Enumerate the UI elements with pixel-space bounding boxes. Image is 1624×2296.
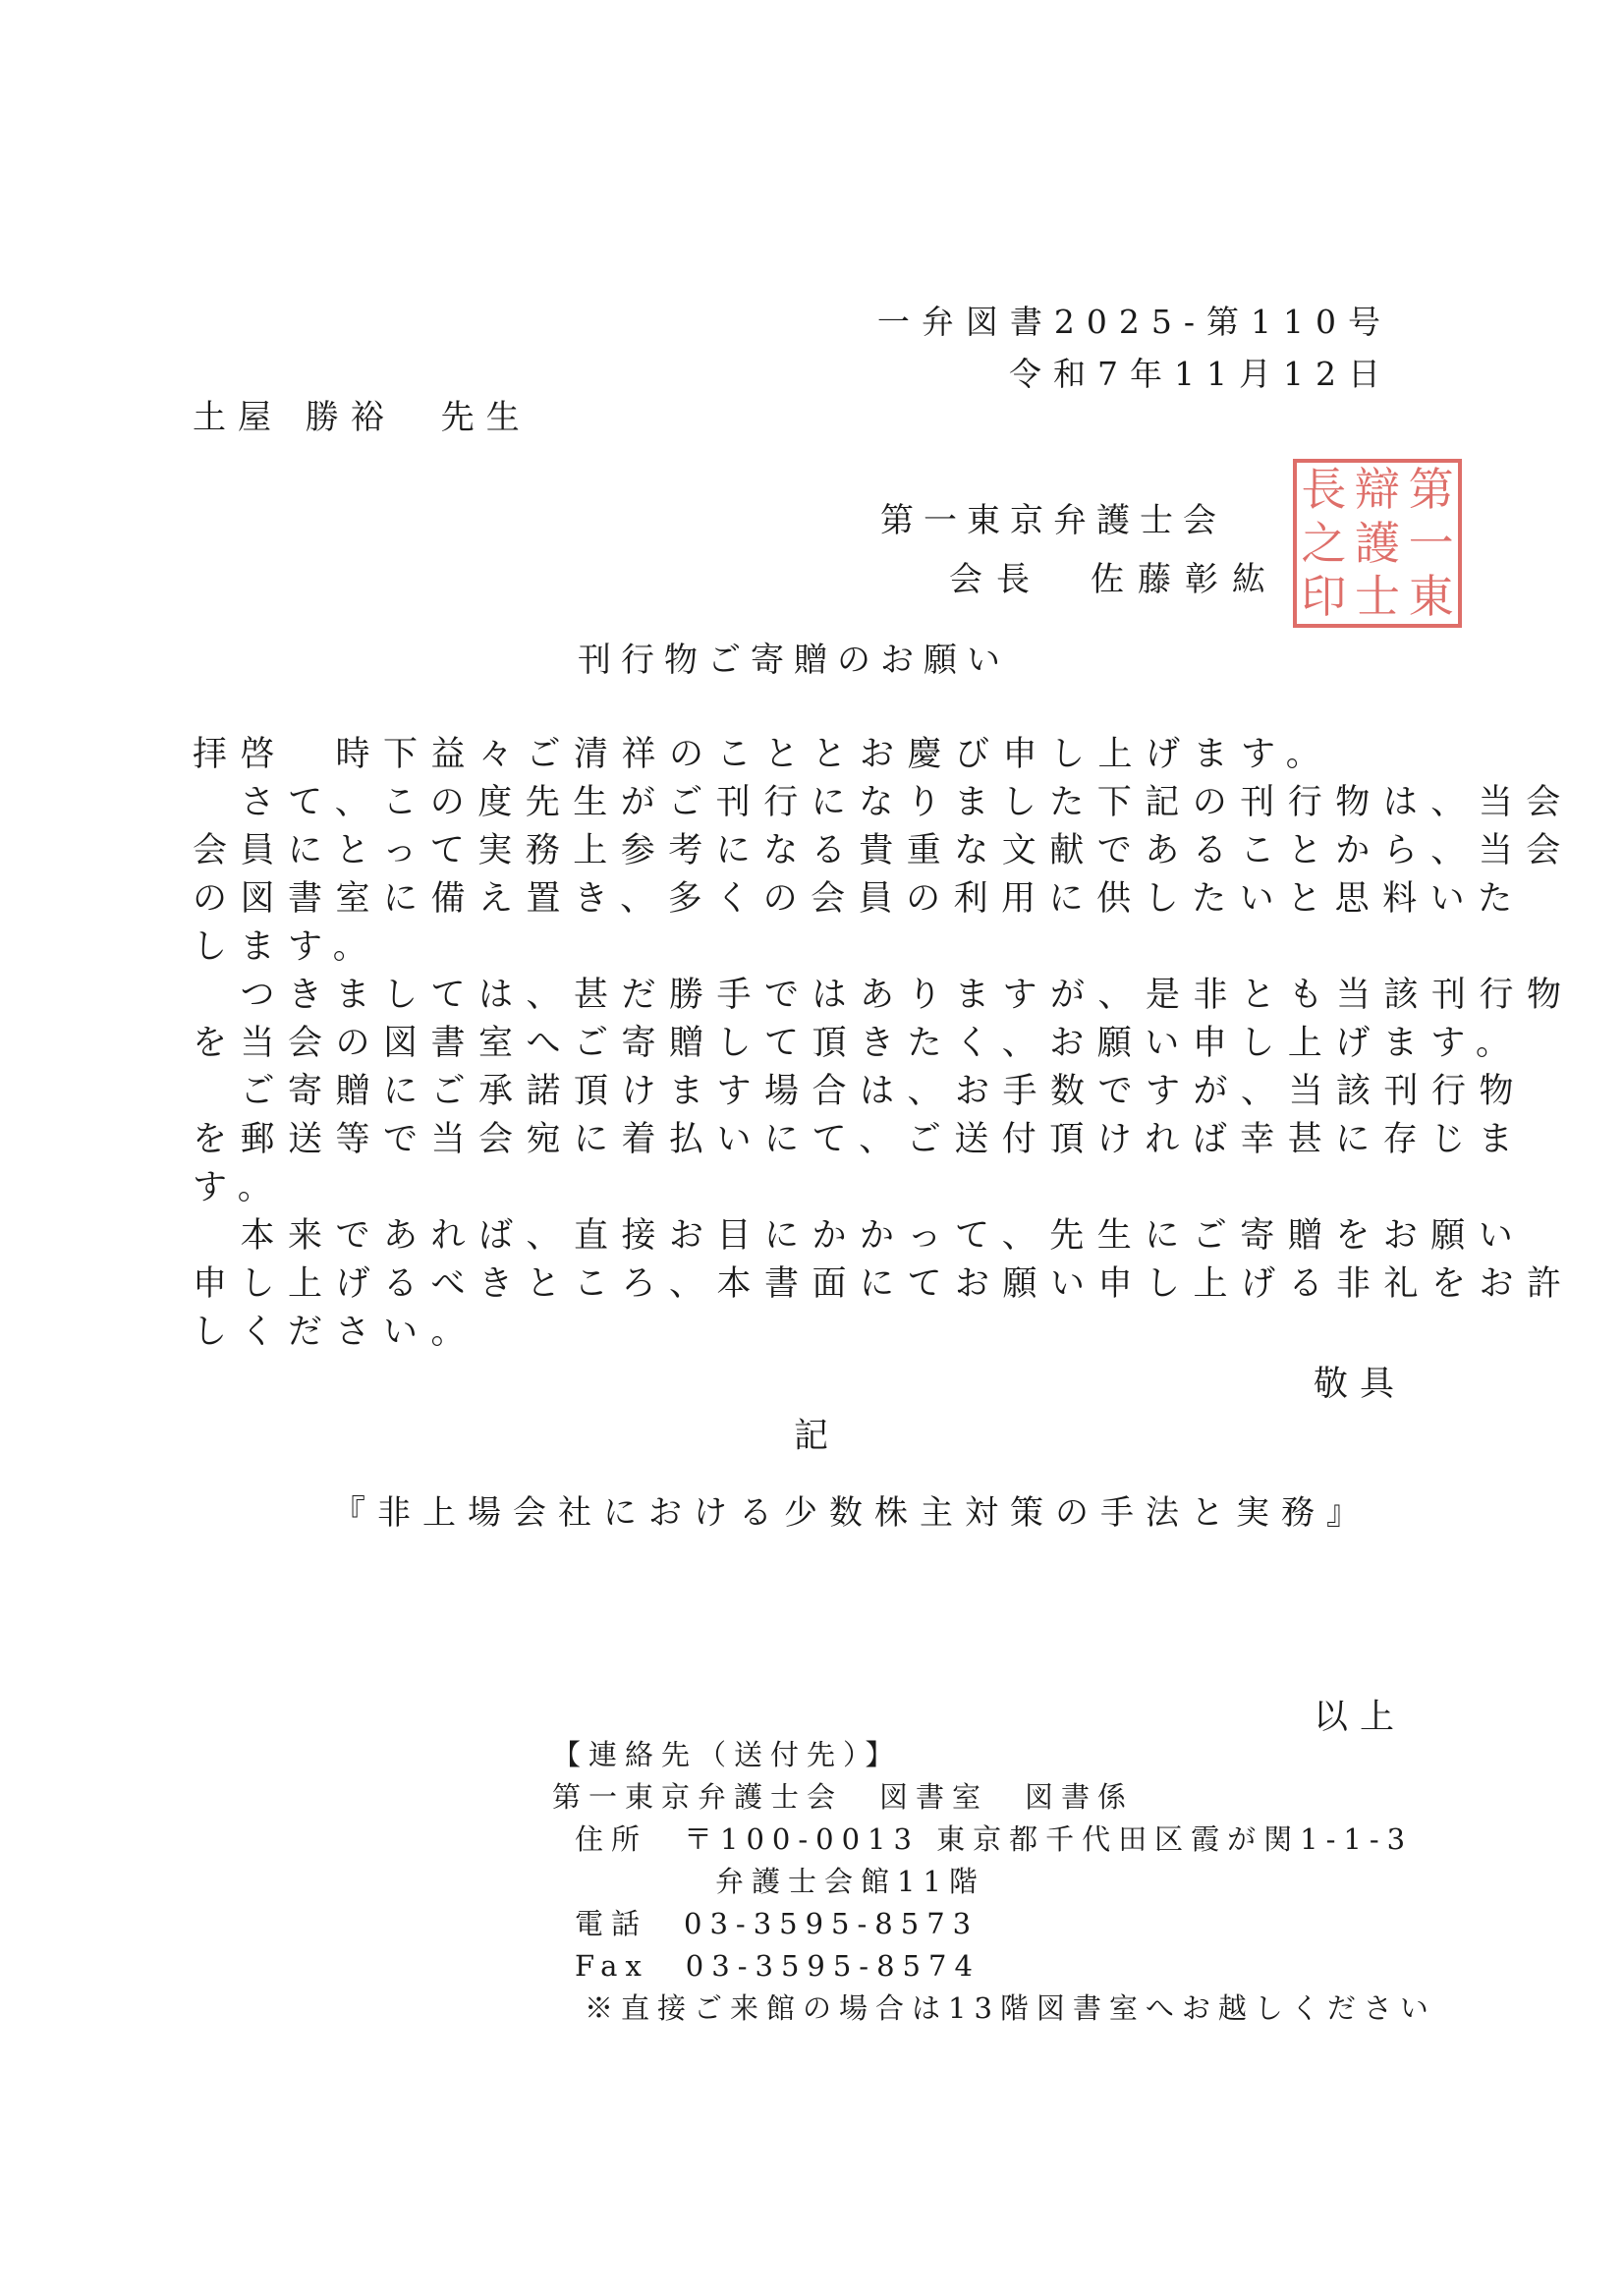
sender-organization: 第一東京弁護士会: [880, 501, 1226, 540]
contact-heading: 【連絡先（送付先）】: [552, 1738, 902, 1771]
body-paragraph-line: 会員にとって実務上参考になる貴重な文献であることから、当会: [193, 831, 1574, 870]
body-paragraph-line: 本来であれば、直接お目にかかって、先生にご寄贈をお願い: [193, 1216, 1527, 1256]
sender-president: 会長 佐藤彰紘: [949, 560, 1279, 599]
letter-date: 令和7年11月12日: [1009, 355, 1392, 393]
body-paragraph-line: つきましては、甚だ勝手ではありますが、是非とも当該刊行物: [193, 976, 1575, 1015]
record-heading: 記: [794, 1417, 841, 1456]
contact-address-building: 弁護士会館11階: [715, 1865, 985, 1898]
body-paragraph-line: ご寄贈にご承諾頂けます場合は、お手数ですが、当該刊行物: [193, 1072, 1528, 1111]
body-paragraph-line: の図書室に備え置き、多くの会員の利用に供したいと思料いた: [193, 879, 1526, 919]
contact-phone: 電話 03-3595-8573: [575, 1907, 980, 1940]
publication-title: 『非上場会社における少数株主対策の手法と実務』: [332, 1493, 1372, 1533]
body-paragraph-line: 申し上げるべきところ、本書面にてお願い申し上げる非礼をお許: [193, 1264, 1575, 1304]
body-paragraph-line: を郵送等で当会宛に着払いにて、ご送付頂ければ幸甚に存じま: [193, 1120, 1527, 1159]
official-seal: 長 辯 第 之 護 一 印 士 東: [1293, 459, 1462, 628]
contact-note: ※直接ご来館の場合は13階図書室へお越しください: [585, 1991, 1436, 2025]
body-paragraph-line: さて、この度先生がご刊行になりました下記の刊行物は、当会: [193, 783, 1574, 822]
reference-number: 一弁図書2025-第110号: [876, 303, 1392, 341]
body-paragraph-line: します。: [193, 927, 381, 967]
record-end: 以上: [1313, 1698, 1406, 1737]
recipient-name: 土屋 勝裕 先生: [193, 398, 532, 437]
contact-department: 第一東京弁護士会 図書室 図書係: [552, 1780, 1135, 1814]
closing-keigu: 敬具: [1313, 1365, 1406, 1404]
contact-address: 住所 〒100-0013 東京都千代田区霞が関1-1-3: [575, 1822, 1414, 1856]
body-greeting: 拝啓 時下益々ご清祥のこととお慶び申し上げます。: [193, 735, 1334, 774]
contact-fax: Fax 03-3595-8574: [575, 1949, 980, 1983]
body-paragraph-line: しください。: [193, 1313, 479, 1352]
letter-subject: 刊行物ご寄贈のお願い: [578, 641, 1010, 680]
body-paragraph-line: を当会の図書室へご寄贈して頂きたく、お願い申し上げます。: [193, 1024, 1524, 1063]
body-paragraph-line: す。: [193, 1168, 286, 1207]
